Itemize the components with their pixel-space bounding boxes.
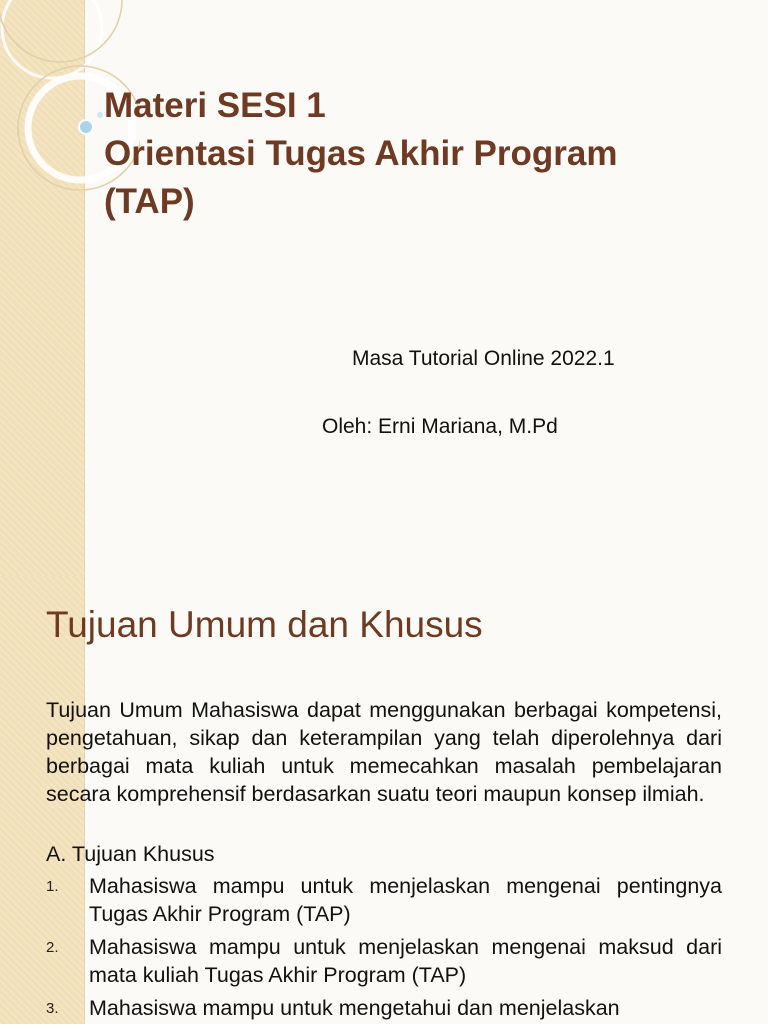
list-item [46,872,722,928]
list-text: Mahasiswa mampu untuk menjelaskan mengenai pentingnya Tugas Akhir Program (TAP) [89,874,722,926]
list-text: Mahasiswa mampu untuk mengetahui dan menjelaskan [89,996,620,1020]
list-item [46,933,722,989]
title-line-1: Materi SESI 1 [104,86,326,125]
title-line-2: Orientasi Tugas Akhir Program [104,134,618,173]
list-number: 3. [46,1000,59,1017]
session-info: Masa Tutorial Online 2022.1 [352,347,615,370]
list-number: 1. [46,878,59,895]
general-goal-paragraph: Tujuan Umum Mahasiswa dapat menggunakan berbagai kompetensi, pengetahuan, sikap dan keterampilan yang telah diperolehnya dari berbagai mata kuliah untuk memecahkan masalah pembelajaran secara komprehensif berdasarkan suatu teori maupun konsep ilmiah. [46,698,722,806]
list-item [46,994,722,1022]
title-line-3: (TAP) [104,182,195,221]
list-number: 2. [46,939,59,956]
specific-goals-list [46,872,722,1027]
list-text: Mahasiswa mampu untuk menjelaskan mengenai maksud dari mata kuliah Tugas Akhir Program (TAP) [89,935,722,987]
specific-goals-heading: A. Tujuan Khusus [46,842,215,866]
slide-title [104,82,744,226]
author-line: Oleh: Erni Mariana, M.Pd [322,415,558,438]
section-heading: Tujuan Umum dan Khusus [46,604,483,645]
